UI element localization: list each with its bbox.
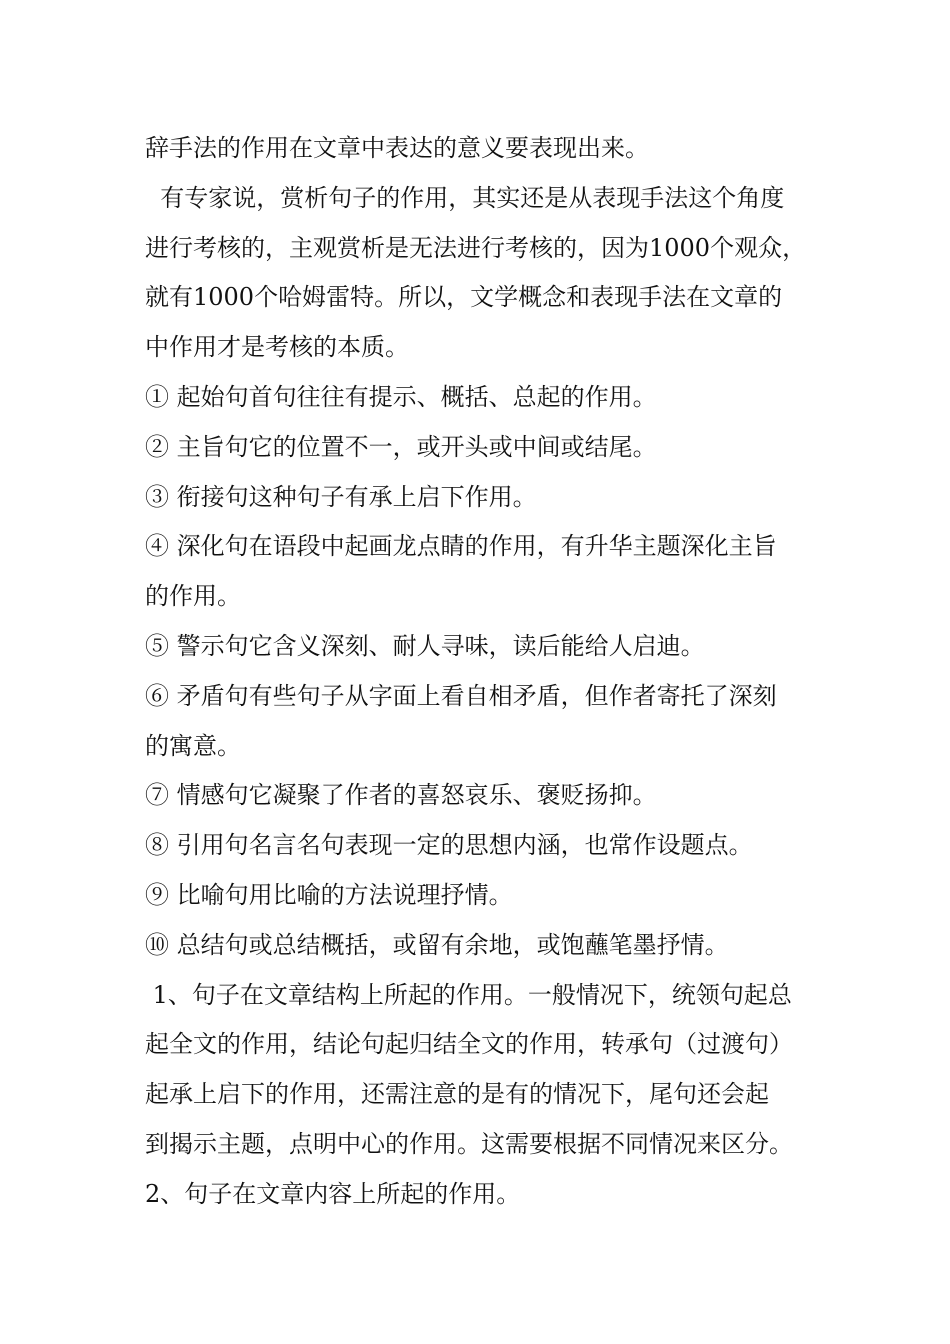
- list-item: ④ 深化句在语段中起画龙点睛的作用，有升华主题深化主旨: [145, 532, 777, 561]
- list-item: ⑨ 比喻句用比喻的方法说理抒情。: [145, 880, 513, 909]
- document-body: [145, 124, 810, 1220]
- text-line: 1、句子在文章结构上所起的作用。一般情况下，统领句起总: [145, 980, 792, 1009]
- text-line: 到揭示主题，点明中心的作用。这需要根据不同情况来区分。: [145, 1129, 793, 1158]
- text-line: 2、句子在文章内容上所起的作用。: [145, 1179, 521, 1208]
- text-line: 就有1000个哈姆雷特。所以，文学概念和表现手法在文章的: [145, 283, 783, 312]
- text-line: 中作用才是考核的本质。: [145, 333, 409, 362]
- list-item: ⑧ 引用句名言名句表现一定的思想内涵，也常作设题点。: [145, 831, 753, 860]
- list-item-continuation: 的寓意。: [145, 731, 241, 760]
- text-line: 辞手法的作用在文章中表达的意义要表现出来。: [145, 134, 649, 162]
- list-item: ⑦ 情感句它凝聚了作者的喜怒哀乐、褒贬扬抑。: [145, 781, 657, 810]
- text-line: 进行考核的，主观赏析是无法进行考核的，因为1000个观众，: [145, 233, 807, 262]
- text-line: 起全文的作用，结论句起归结全文的作用，转承句（过渡句）: [145, 1030, 793, 1059]
- list-item: ③ 衔接句这种句子有承上启下作用。: [145, 482, 537, 511]
- list-item-continuation: 的作用。: [145, 582, 241, 611]
- list-item: ② 主旨句它的位置不一，或开头或中间或结尾。: [145, 432, 657, 461]
- list-item: ⑩ 总结句或总结概括，或留有余地，或饱蘸笔墨抒情。: [145, 930, 729, 959]
- list-item: ⑤ 警示句它含义深刻、耐人寻味，读后能给人启迪。: [145, 631, 705, 660]
- text-line: 有专家说，赏析句子的作用，其实还是从表现手法这个角度: [145, 183, 785, 212]
- list-item: ⑥ 矛盾句有些句子从字面上看自相矛盾，但作者寄托了深刻: [145, 681, 777, 710]
- text-line: 起承上启下的作用，还需注意的是有的情况下，尾句还会起: [145, 1080, 769, 1109]
- list-item: ① 起始句首句往往有提示、概括、总起的作用。: [145, 382, 657, 411]
